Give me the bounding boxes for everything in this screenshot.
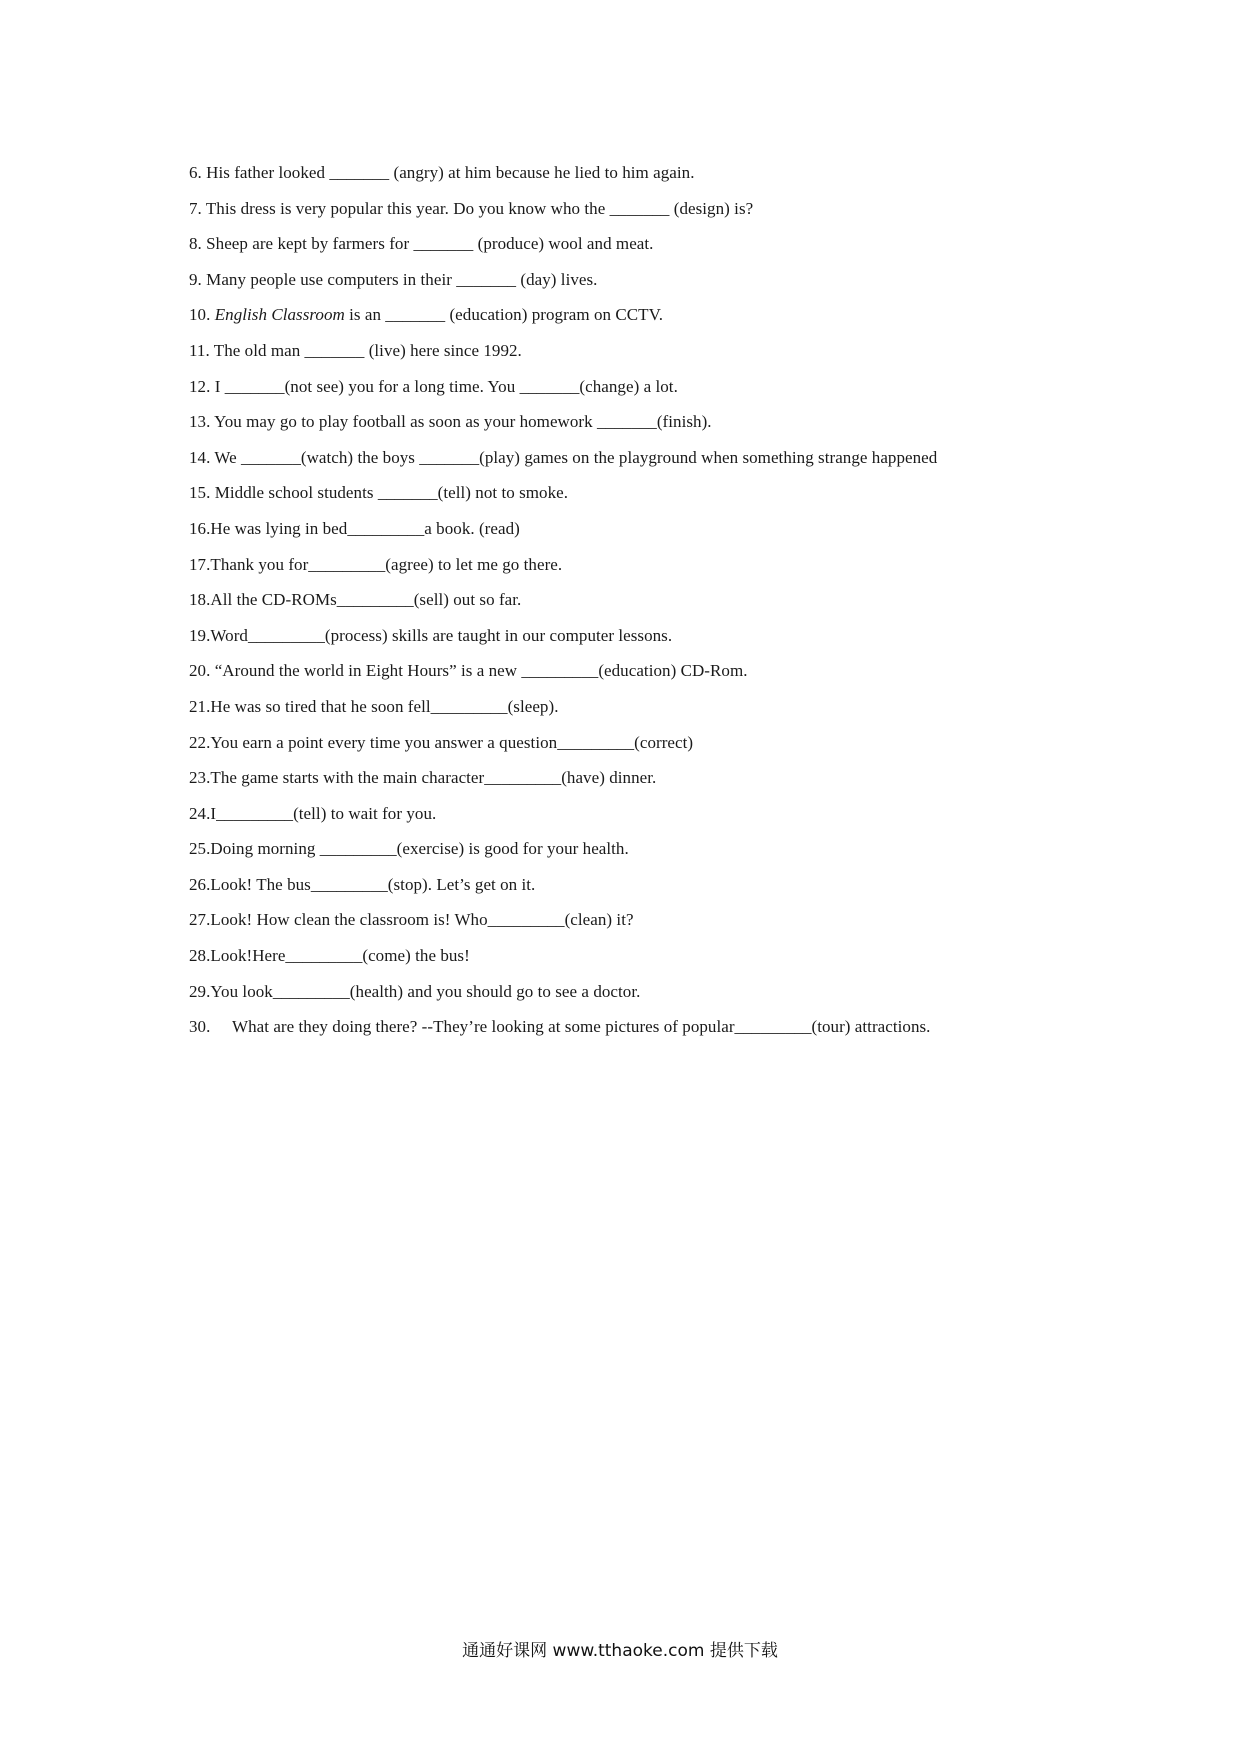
question-text: The old man _______ (live) here since 1992. <box>209 340 522 360</box>
question-item <box>189 374 1189 410</box>
question-number: 29. <box>189 981 211 1001</box>
question-number: 27. <box>189 910 211 930</box>
question-item <box>189 1014 1189 1050</box>
question-number: 9. <box>189 269 202 289</box>
question-text: Look!Here_________(come) the bus! <box>210 946 470 966</box>
question-text: You look_________(health) and you should go to see a doctor. <box>210 981 641 1001</box>
question-number: 6. <box>189 163 202 182</box>
question-text: Thank you for_________(agree) to let me go there. <box>210 554 563 574</box>
question-text: All the CD-ROMs_________(sell) out so far. <box>210 590 522 610</box>
question-number: 18. <box>189 590 211 610</box>
question-item <box>189 872 1189 908</box>
question-number: 22. <box>189 732 211 752</box>
footer-source-note: 通通好课网 www.tthaoke.com 提供下载 <box>462 1641 778 1661</box>
question-text: Sheep are kept by farmers for _______ (produce) wool and meat. <box>201 234 654 254</box>
question-text-continued: is an _______ (education) program on CCTV. <box>344 305 664 325</box>
question-item <box>189 907 1189 943</box>
question-item <box>189 480 1189 516</box>
question-number: 15. <box>189 483 211 503</box>
question-item <box>189 623 1189 659</box>
question-item <box>189 730 1189 766</box>
question-number: 30. <box>189 1017 211 1037</box>
question-text: He was so tired that he soon fell_________(sleep). <box>210 696 559 716</box>
question-item <box>189 338 1189 374</box>
question-item <box>189 836 1189 872</box>
question-number: 12. <box>189 376 211 396</box>
question-item <box>189 979 1189 1015</box>
question-number: 21. <box>189 696 211 716</box>
question-text: We _______(watch) the boys _______(play) games on the playground when something strange happened <box>210 447 938 467</box>
question-text: You earn a point every time you answer a question_________(correct) <box>210 732 694 752</box>
question-text: This dress is very popular this year. Do you know who the _______ (design) is? <box>201 198 754 218</box>
question-text: His father looked _______ (angry) at him because he lied to him again. <box>201 163 695 182</box>
question-text: Look! How clean the classroom is! Who_________(clean) it? <box>210 910 634 930</box>
question-item <box>189 516 1189 552</box>
question-item <box>189 267 1189 303</box>
question-number: 28. <box>189 946 211 966</box>
question-item <box>189 196 1189 232</box>
question-item <box>189 160 1189 196</box>
question-number: 10. <box>189 305 211 325</box>
question-text: Look! The bus_________(stop). Let’s get on it. <box>210 874 536 894</box>
question-item <box>189 801 1189 837</box>
question-number: 20. <box>189 661 211 681</box>
question-text: I _______(not see) you for a long time. You _______(change) a lot. <box>210 376 678 396</box>
question-number: 26. <box>189 874 211 894</box>
question-item <box>189 694 1189 730</box>
question-item <box>189 943 1189 979</box>
program-title: English Classroom <box>214 305 345 325</box>
question-text: Word_________(process) skills are taught in our computer lessons. <box>210 625 673 645</box>
question-text: He was lying in bed_________a book. (read) <box>210 518 520 538</box>
question-item <box>189 765 1189 801</box>
question-item <box>189 231 1189 267</box>
question-list <box>189 160 1189 1050</box>
question-text: The game starts with the main character_________(have) dinner. <box>210 768 657 788</box>
question-number: 16. <box>189 518 211 538</box>
question-number: 19. <box>189 625 211 645</box>
question-item <box>189 302 1189 338</box>
question-number: 23. <box>189 768 211 788</box>
question-text: You may go to play football as soon as your homework _______(finish). <box>210 412 712 432</box>
question-number: 7. <box>189 198 202 218</box>
question-number: 25. <box>189 839 211 859</box>
question-item <box>189 552 1189 588</box>
question-text: I_________(tell) to wait for you. <box>210 803 437 823</box>
question-number: 17. <box>189 554 211 574</box>
question-item <box>189 587 1189 623</box>
question-text: What are they doing there? --They’re looking at some pictures of popular_________(tour) attractions. <box>232 1017 931 1037</box>
question-text: Many people use computers in their _______ (day) lives. <box>201 269 598 289</box>
question-number: 14. <box>189 447 211 467</box>
question-number: 13. <box>189 412 211 432</box>
question-item <box>189 658 1189 694</box>
question-number: 24. <box>189 803 211 823</box>
question-number: 11. <box>189 340 210 360</box>
question-number: 8. <box>189 234 202 254</box>
question-text: “Around the world in Eight Hours” is a new _________(education) CD-Rom. <box>210 661 748 681</box>
question-item <box>189 409 1189 445</box>
question-text: Middle school students _______(tell) not to smoke. <box>210 483 569 503</box>
question-text: Doing morning _________(exercise) is good for your health. <box>210 839 629 859</box>
question-item <box>189 445 1189 481</box>
